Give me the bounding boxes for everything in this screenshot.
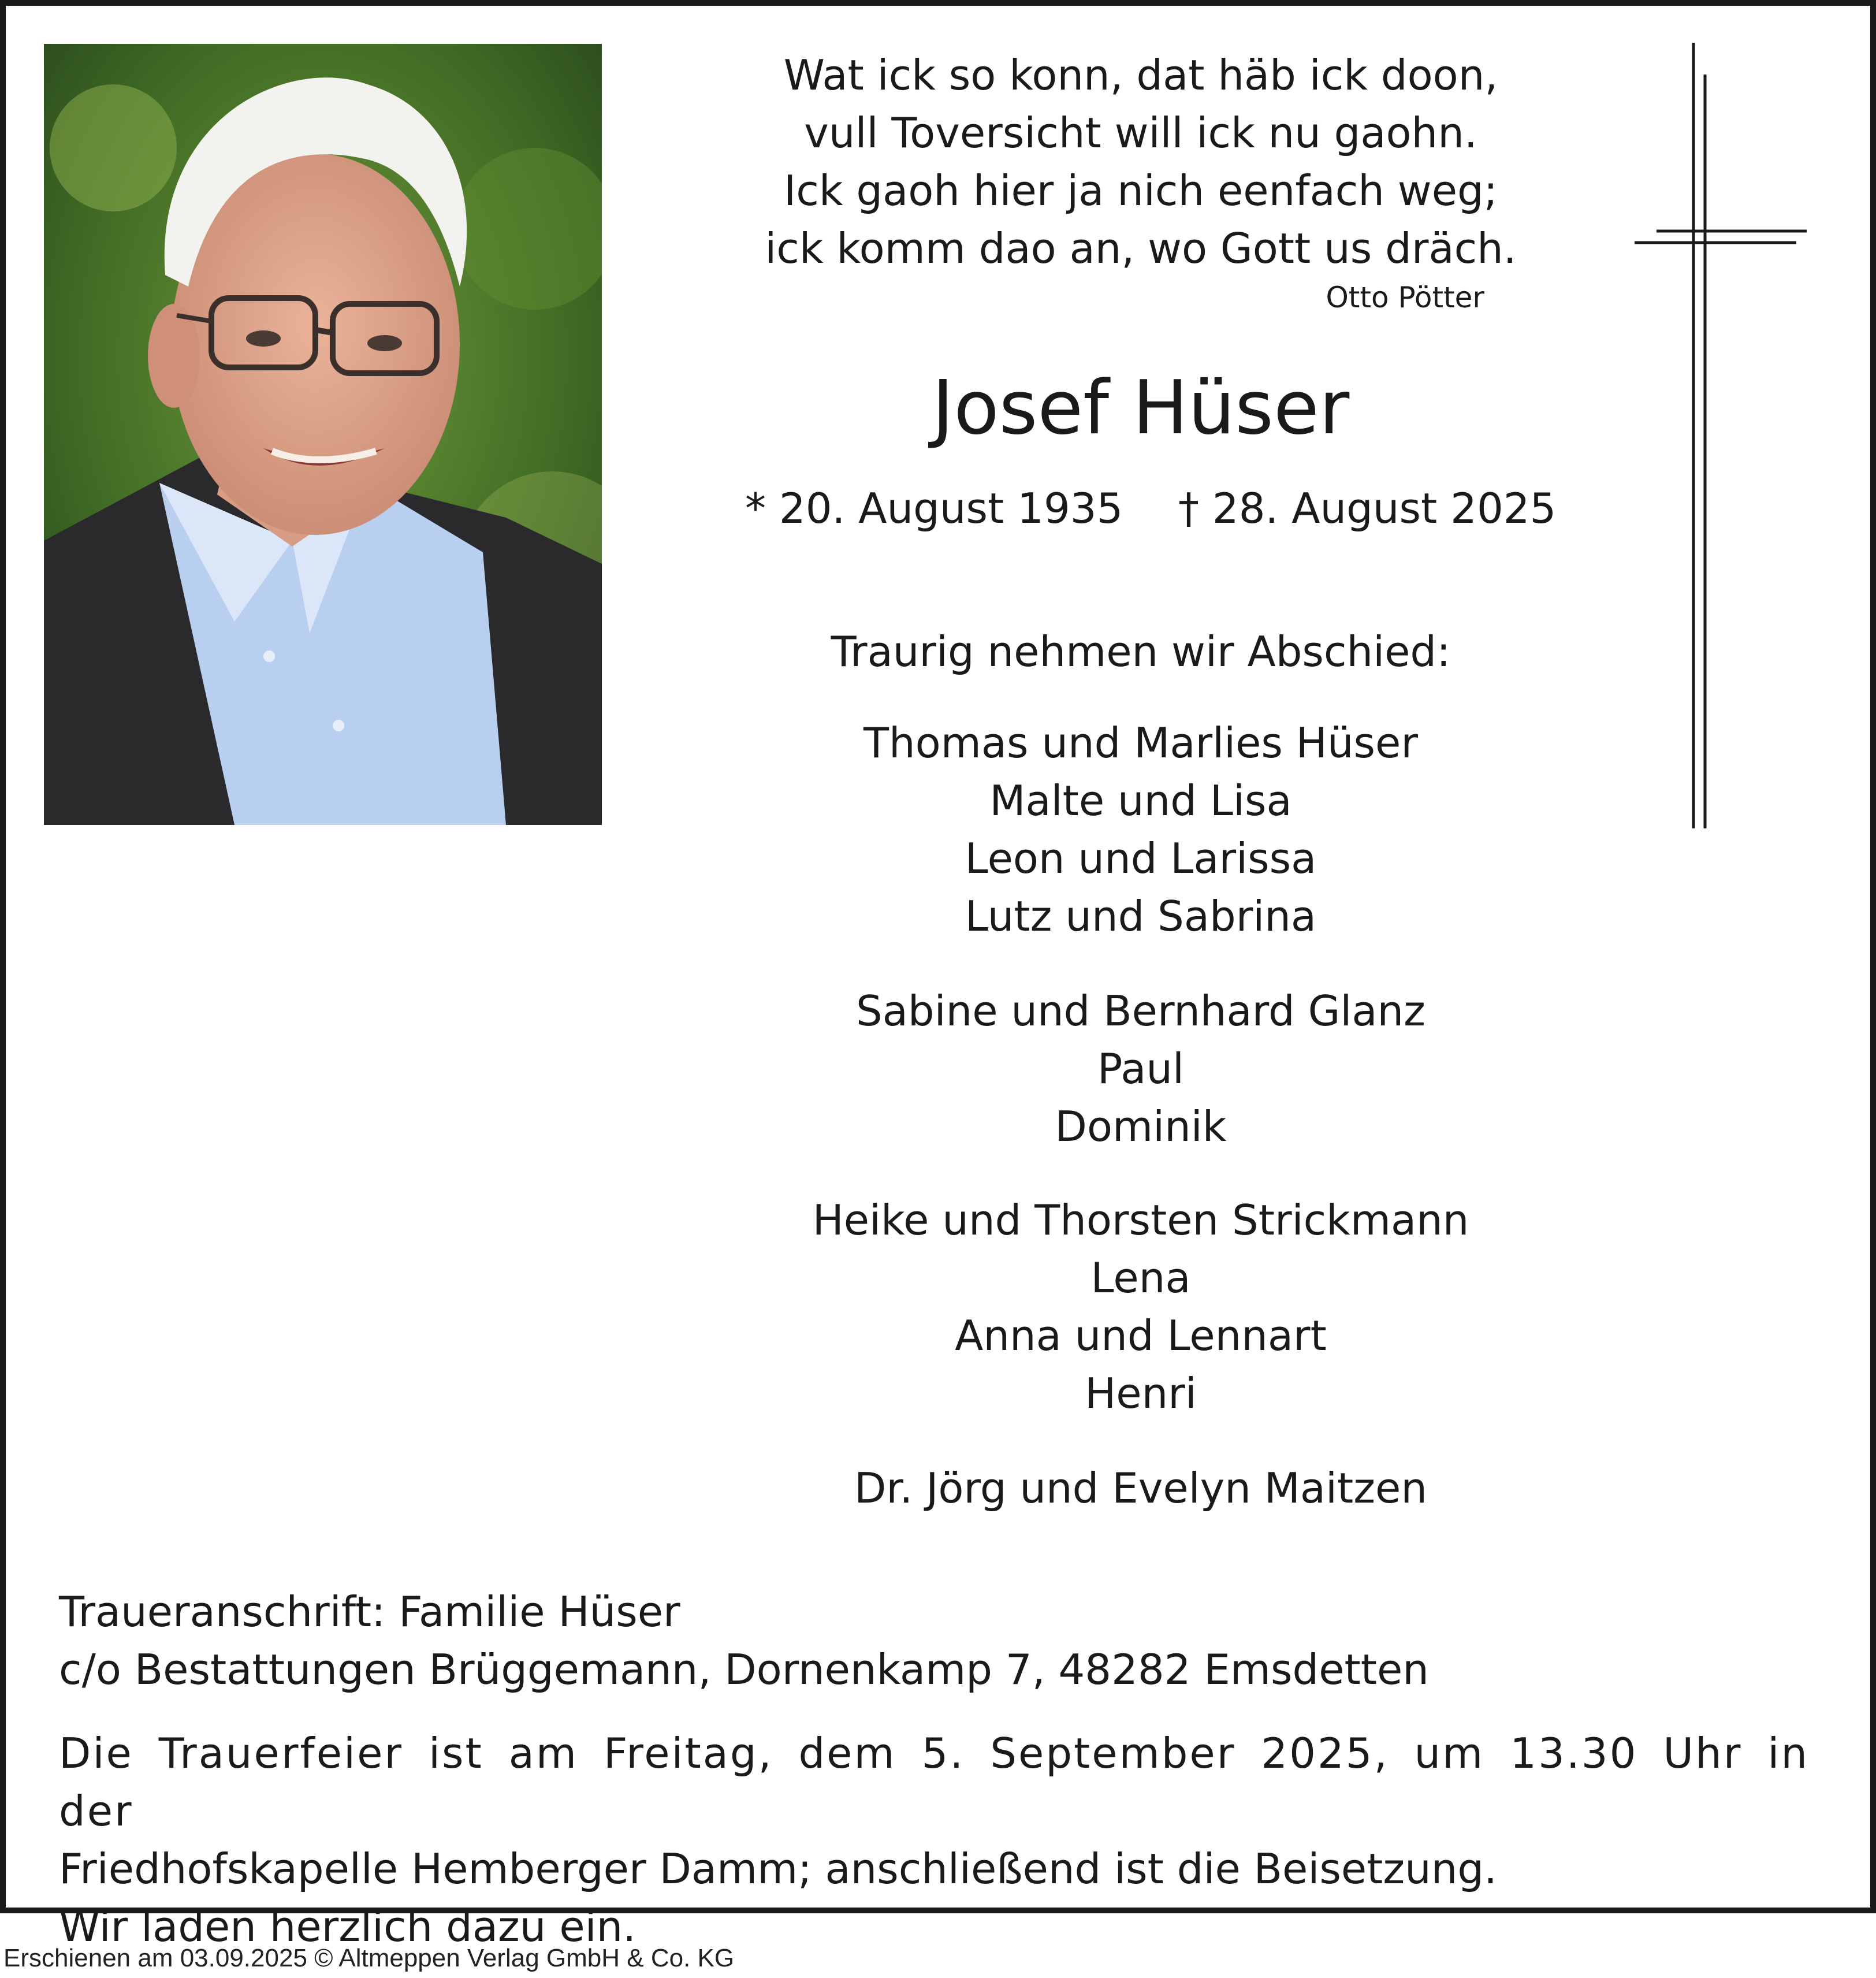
deceased-name: Josef Hüser — [932, 365, 1350, 451]
family-group-1 — [670, 714, 1611, 945]
farewell-intro: Traurig nehmen wir Abschied: — [831, 627, 1451, 676]
poem-author: Otto Pötter — [1326, 281, 1484, 314]
publication-footer: Erschienen am 03.09.2025 © Altmeppen Verlag GmbH & Co. KG — [3, 1944, 735, 1972]
family-group-3 — [670, 1191, 1611, 1422]
ceremony-line: Wir laden herzlich dazu ein. — [59, 1902, 636, 1951]
family-member: Malte und Lisa — [989, 776, 1292, 825]
birth-date: * 20. August 1935 — [745, 484, 1123, 533]
address-line: c/o Bestattungen Brüggemann, Dornenkamp 7, 48282 Emsdetten — [59, 1645, 1429, 1694]
poem-line: Ick gaoh hier ja nich eenfach weg; — [784, 166, 1498, 215]
family-member: Sabine und Bernhard Glanz — [856, 987, 1425, 1035]
family-member: Dominik — [1055, 1102, 1227, 1151]
family-member: Heike und Thorsten Strickmann — [812, 1196, 1469, 1244]
address-line: Traueranschrift: Familie Hüser — [59, 1587, 680, 1636]
poem-line: ick komm dao an, wo Gott us dräch. — [765, 224, 1517, 273]
ceremony-line: Die Trauerfeier ist am Freitag, dem 5. September 2025, um 13.30 Uhr in der — [59, 1729, 1809, 1835]
family-member: Paul — [1097, 1044, 1184, 1093]
cross-icon — [1623, 43, 1814, 828]
poem — [670, 46, 1611, 277]
ceremony-line: Friedhofskapelle Hemberger Damm; anschließend ist die Beisetzung. — [59, 1845, 1498, 1893]
family-member: Leon und Larissa — [965, 834, 1317, 883]
death-date: † 28. August 2025 — [1178, 484, 1557, 533]
family-member: Henri — [1085, 1369, 1197, 1418]
portrait-image — [44, 44, 602, 825]
family-group-4 — [670, 1459, 1611, 1517]
family-group-2 — [670, 982, 1611, 1155]
family-member: Lutz und Sabrina — [965, 892, 1317, 940]
poem-line: vull Toversicht will ick nu gaohn. — [804, 109, 1477, 157]
family-member: Lena — [1090, 1254, 1191, 1302]
family-member: Thomas und Marlies Hüser — [863, 719, 1418, 767]
ceremony-notice — [59, 1724, 1809, 1955]
mourning-address — [59, 1583, 1429, 1698]
portrait-photo — [44, 44, 602, 825]
family-member: Anna und Lennart — [955, 1311, 1327, 1360]
poem-line: Wat ick so konn, dat häb ick doon, — [783, 51, 1498, 99]
family-member: Dr. Jörg und Evelyn Maitzen — [854, 1464, 1427, 1512]
